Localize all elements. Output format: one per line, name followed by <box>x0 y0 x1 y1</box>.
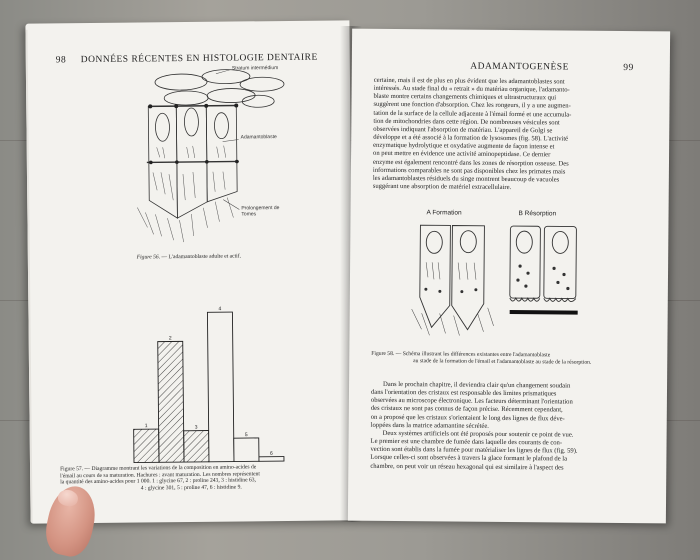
text-line: suggérant une absorption de matériel extracellulaire. <box>372 182 512 192</box>
right-paragraph-2 <box>370 381 633 473</box>
bar-2 <box>158 341 184 462</box>
label-prolongement-2: Tomes <box>241 211 257 218</box>
text-line: tion de mitochondries dans cette région. De nombreuses vésicules sont <box>373 117 560 127</box>
text-line: on a proposé que les cristaux s'orientaient le long des lignes de flux déve- <box>370 413 565 423</box>
right-paragraph-1 <box>373 77 636 193</box>
figure-58-label-b: B Résorption <box>518 210 557 218</box>
figure-58-caption-line: au stade de la formation de l'émail et l'adamantoblaste au stade de la résorption. <box>413 357 592 366</box>
figure-57-caption-line: Figure 57. — Diagramme montrant les variations de la composition en amino-acides de <box>60 464 257 473</box>
text-line: informations comparables ne sont pas disponibles chez les primates mais <box>372 166 566 176</box>
text-line: des cristaux ne sont pas connus de façon précise. Récemment cependant, <box>370 405 563 414</box>
text-line: observées au microscope électronique. Les facteurs déterminant l'orientation <box>370 397 573 406</box>
text-line: développe et a été associé à la formation de lysosomes (fig. 58). L'activité <box>373 133 569 143</box>
figure-58-caption-line: Figure 58. — Schéma illustrant les différences existantes entre l'adamantoblaste <box>371 350 551 359</box>
figure-57-caption-line: la quantité des amino-acides pour 1 000. 1 : glycine 67, 2 : proline 243, 3 : histidine 63, <box>60 477 256 486</box>
text-line: certaine, mais il est de plus en plus évident que les adamantoblastes sont <box>373 76 565 86</box>
right-page <box>348 29 670 524</box>
text-line: Lorsque celles-ci sont observées à travers la glace formant le plafond de la <box>370 454 568 463</box>
bar-3 <box>184 431 209 463</box>
left-page-number: 98 <box>55 55 67 66</box>
figure-56-illustration <box>25 20 351 223</box>
text-line: loppées dans la matrice adamantine sécrétée. <box>370 421 489 430</box>
text-line: vection sont établis dans la fumée pour matérialiser les lignes de flux (fig. 59). <box>370 446 578 455</box>
bar-label-1: 1 <box>144 423 148 430</box>
bar-label-2: 2 <box>168 335 172 342</box>
figure-57-caption-line: l'émail au cours de sa maturation. Hachures : avant maturation. Les nombres représentent <box>60 470 260 479</box>
bar-6 <box>259 457 284 462</box>
figure-56-caption <box>58 253 320 262</box>
text-line: dans l'orientation des cristaux est responsable des limites prismatiques <box>370 388 557 398</box>
text-line: tation de la surface de la cellule adjacente à l'émail formé et une accumula- <box>373 109 572 119</box>
right-page-number: 99 <box>623 62 634 74</box>
figure-56-caption-prefix: Figure 56. <box>136 254 161 261</box>
figure-57-bar-chart <box>28 270 354 473</box>
label-prolongement-1: Prolongement de <box>241 205 280 212</box>
right-running-title: ADAMANTOGENÈSE <box>470 61 569 73</box>
text-line: enzyme est également rencontré dans les zones de résorption osseuse. Des <box>372 158 569 168</box>
left-running-title: DONNÉES RÉCENTES EN HISTOLOGIE DENTAIRE <box>80 52 318 66</box>
bar-1 <box>134 429 159 463</box>
bar-label-4: 4 <box>218 306 222 313</box>
figure-58-label-a: A Formation <box>426 209 462 217</box>
text-line: les adamantoblastes résiduels du singe montrent beaucoup de vacuoles <box>372 174 560 184</box>
bar-label-6: 6 <box>269 450 273 457</box>
bar-5 <box>234 438 259 462</box>
text-line: on peut mettre en évidence une activité aminopeptidase. Ce dernier <box>373 150 551 159</box>
text-line: Deux systèmes artificiels ont été proposés pour soutenir ce point de vue. <box>382 429 574 439</box>
right-running-head <box>376 61 634 73</box>
label-stratum-intermedium: Stratum intermédium <box>231 65 279 72</box>
text-line: enzymatique hydrolytique et oxydative augmente de façon intense et <box>373 142 555 151</box>
text-line: blaste montre certains changements chimiques et ultrastructuraux qui <box>373 93 557 102</box>
bar-label-3: 3 <box>194 424 198 431</box>
label-adamantoblaste: Adamantoblaste <box>240 134 277 141</box>
text-line: suggèrent une fonction d'absorption. Chez les rongeurs, il y a une augmen- <box>373 101 571 111</box>
text-line: Dans le prochain chapitre, il deviendra clair qu'un changement soudain <box>383 380 571 390</box>
figure-58-caption <box>371 351 633 366</box>
figure-57-caption-line: 4 : glycine 301, 5 : proline 47, 6 : histidine 9. <box>140 484 242 492</box>
figure-56-caption-text: — L'adamantoblaste adulte et actif. <box>161 253 242 261</box>
figure-57-caption <box>60 464 322 493</box>
figure-58-illustration <box>349 217 668 340</box>
text-line: Le premier est une chambre de fumée dans laquelle des courants de con- <box>370 437 563 447</box>
bar-label-5: 5 <box>244 432 248 439</box>
bar-4 <box>207 312 234 462</box>
text-line: chambre, on peut voir un réseau hexagonal qui est similaire à l'aspect des <box>370 462 564 472</box>
text-line: intéressés. Au stade final du « retrait » du matériau organique, l'adamanto- <box>373 84 570 94</box>
text-line: observées indiquant l'absorption de matériau. L'appareil de Golgi se <box>373 125 553 135</box>
left-page <box>25 20 354 523</box>
